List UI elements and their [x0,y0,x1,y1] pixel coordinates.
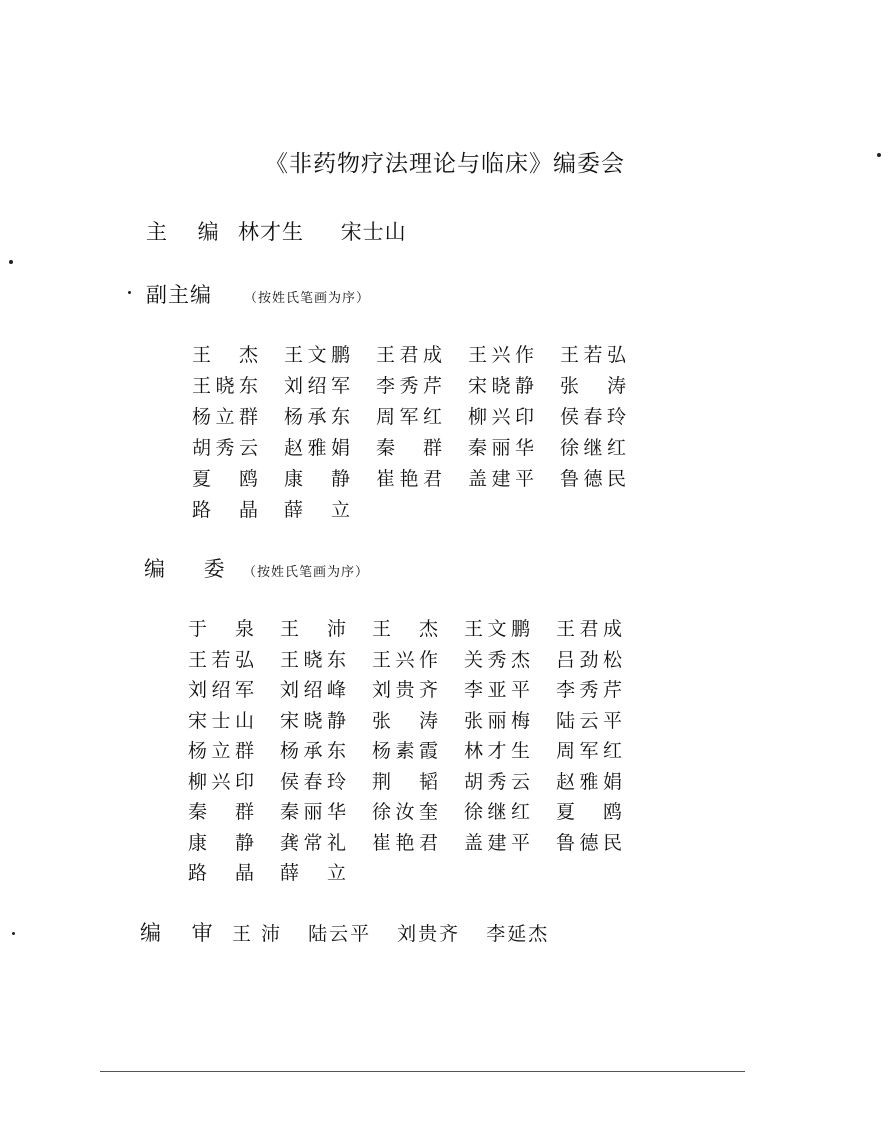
person-name: 杨 承 东 [280,740,346,762]
person-name: 侯 春 玲 [560,406,626,428]
person-name: 周 军 红 [376,406,442,428]
person-name: 徐 继 红 [560,437,626,459]
person-name: 刘 绍 军 [284,375,350,397]
person-name: 杨 立 群 [192,406,258,428]
person-name: 周 军 红 [556,740,622,762]
person-name: 秦 丽 华 [468,437,534,459]
person-name: 崔 艳 君 [376,468,442,490]
person-name: 盖 建 平 [464,831,530,854]
person-name: 荆 韬 [372,770,438,793]
chief-editor-names [238,216,437,246]
person-name: 龚 常 礼 [280,831,346,854]
person-name: 盖 建 平 [468,468,534,490]
person-name: 杨 素 霞 [372,740,438,762]
person-name: 康 静 [188,831,254,854]
reviewer-label: 编 审 [140,921,225,945]
person-name: 胡 秀 云 [464,770,530,793]
scan-speck [9,260,13,264]
person-name: 王 晓 东 [192,375,258,397]
scan-speck [12,932,15,935]
person-name: 路 晶 [188,862,254,884]
editorial-board-label: 编 委 [144,557,241,581]
person-name: 于 泉 [188,618,254,640]
person-name: 王 君 成 [556,618,622,640]
person-name: 侯 春 玲 [280,770,346,793]
person-name: 杨 立 群 [188,740,254,762]
person-name: 张 涛 [372,709,438,732]
scan-speck [128,291,131,294]
person-name: 柳 兴 印 [188,770,254,793]
page-title: 《非药物疗法理论与临床》编委会 [265,151,625,177]
person-name: 鲁 德 民 [560,468,626,490]
person-name: 王 晓 东 [280,648,346,671]
person-name: 夏 鸥 [556,801,622,823]
person-name: 陆 云 平 [556,709,622,732]
person-name: 崔 艳 君 [372,831,438,854]
person-name: 刘 绍 军 [188,679,254,701]
person-name: 王 若 弘 [188,648,254,671]
person-name: 秦 群 [376,437,442,459]
person-name: 王 兴 作 [468,344,534,366]
editorial-board-list [188,614,648,889]
person-name: 秦 丽 华 [280,801,346,823]
person-name: 鲁 德 民 [556,831,622,854]
person-name: 张 涛 [560,375,626,397]
person-name: 吕 劲 松 [556,648,622,671]
reviewer-name: 陆云平 [308,923,372,945]
person-name: 王 兴 作 [372,648,438,671]
person-name: 刘 绍 峰 [280,679,346,701]
person-name: 李 亚 平 [464,679,530,701]
person-name: 关 秀 杰 [464,648,530,671]
person-name: 王 文 鹏 [464,618,530,640]
person-name: 宋 晓 静 [468,375,534,397]
person-name: 刘 贵 齐 [372,679,438,701]
person-name: 宋 士 山 [188,709,254,732]
person-name: 王 文 鹏 [284,344,350,366]
person-name: 徐 汝 奎 [372,801,438,823]
person-name: 康 静 [284,468,350,490]
person-name: 王 杰 [372,618,438,640]
reviewer-name: 王 沛 [232,923,283,945]
deputy-chief-editor-label: 副主编 [146,283,212,307]
person-name: 王 沛 [280,618,346,640]
person-name: 路 晶 [192,499,258,521]
person-name: 薛 立 [284,499,350,521]
deputy-chief-editor-list [192,340,652,526]
scan-bottom-rule [100,1071,745,1072]
person-name: 秦 群 [188,801,254,823]
chief-editor-name: 林才生 [238,220,304,244]
person-name: 徐 继 红 [464,801,530,823]
reviewer-names [232,919,569,946]
person-name: 赵 雅 娟 [556,770,622,793]
scan-speck [877,153,881,157]
person-name: 王 杰 [192,344,258,366]
person-name: 李 秀 芹 [556,679,622,701]
person-name: 薛 立 [280,862,346,884]
person-name: 王 君 成 [376,344,442,366]
reviewer-name: 李延杰 [486,923,550,945]
person-name: 胡 秀 云 [192,437,258,459]
chief-editor-name: 宋士山 [340,220,407,244]
person-name: 夏 鸥 [192,468,258,490]
person-name: 张 丽 梅 [464,709,530,732]
person-name: 王 若 弘 [560,344,626,366]
person-name: 柳 兴 印 [468,406,534,428]
chief-editor-label: 主 编 [146,220,231,244]
person-name: 林 才 生 [464,740,530,762]
person-name: 宋 晓 静 [280,709,346,732]
person-name: 杨 承 东 [284,406,350,428]
reviewer-name: 刘贵齐 [397,923,461,945]
editorial-order-note: （按姓氏笔画为序） [243,565,370,580]
person-name: 李 秀 芹 [376,375,442,397]
deputy-order-note: （按姓氏笔画为序） [244,291,371,306]
person-name: 赵 雅 娟 [284,437,350,459]
